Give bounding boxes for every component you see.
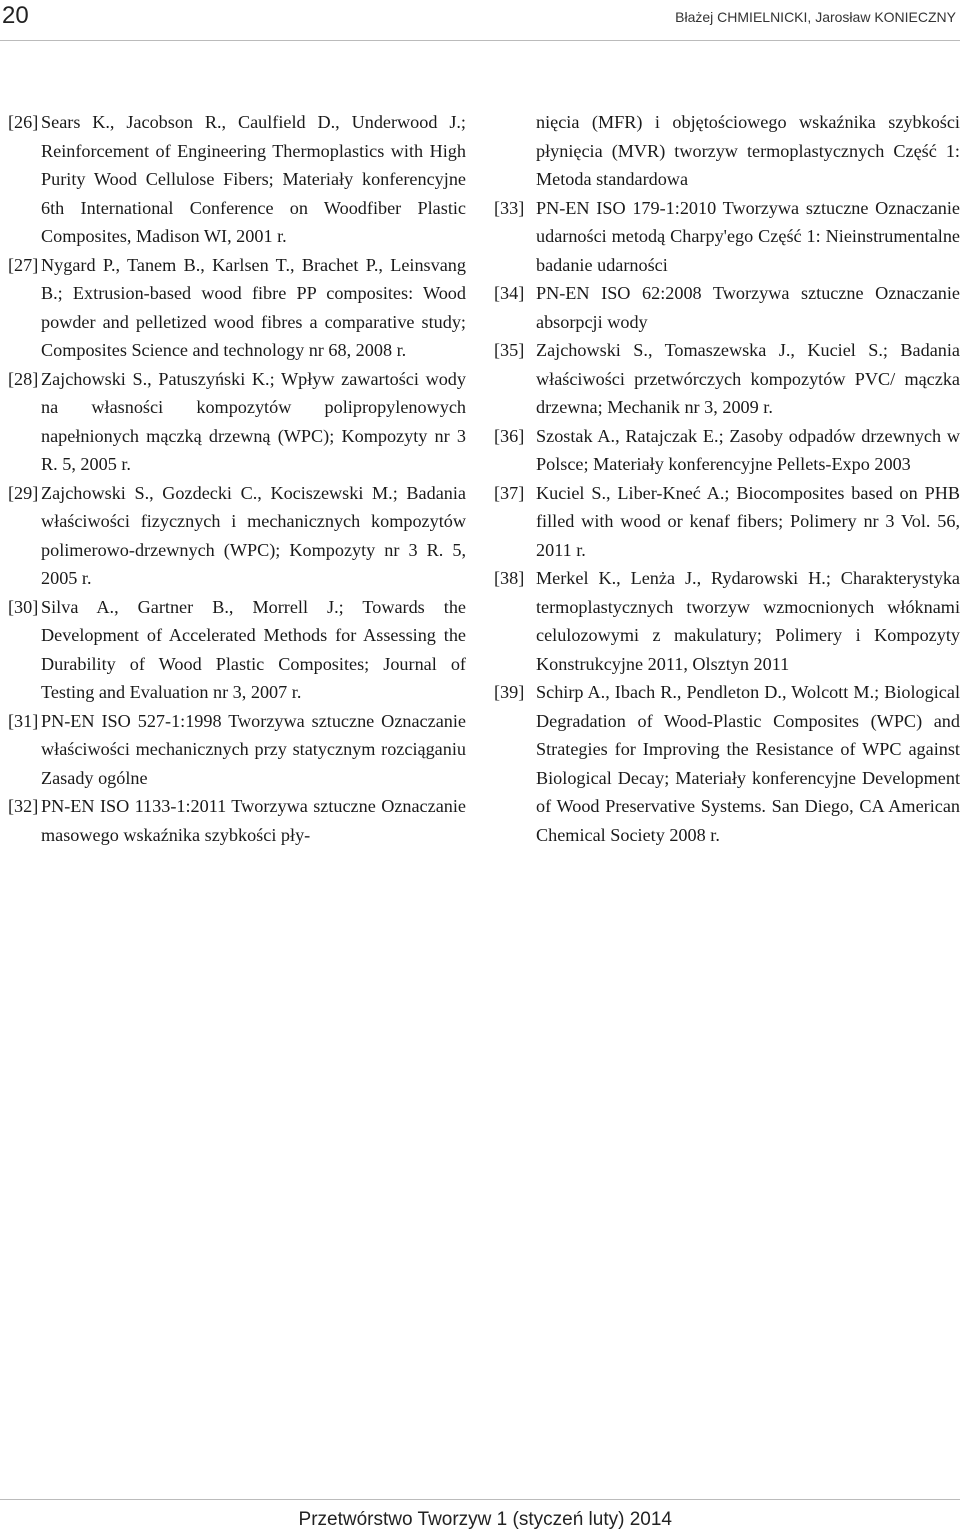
reference-item xyxy=(494,279,960,336)
reference-text: Zajchowski S., Gozdecki C., Kociszewski M.; Badania właściwości fizycznych i mechanicznych kompozytów polimerowo-drzewnych (WPC); Kompozyty nr 3 R. 5, 2005 r. xyxy=(41,482,466,588)
reference-item xyxy=(8,707,466,793)
reference-text: Silva A., Gartner B., Morrell J.; Towards the Development of Accelerated Methods for Assessing the Durability of Wood Plastic Composites; Journal of Testing and Evaluation nr 3, 2007 r. xyxy=(41,596,466,702)
page-header xyxy=(0,0,960,41)
reference-number: [32] xyxy=(8,796,39,816)
reference-number: [39] xyxy=(494,682,525,702)
reference-text: PN-EN ISO 62:2008 Tworzywa sztuczne Oznaczanie absorpcji wody xyxy=(536,283,960,332)
reference-continuation: nięcia (MFR) i objętościowego wskaźnika szybkości płynięcia (MVR) tworzyw termoplastycznych Część 1: Metoda standardowa xyxy=(536,112,960,189)
reference-number: [26] xyxy=(8,112,39,132)
reference-item xyxy=(494,194,960,280)
reference-number: [30] xyxy=(8,596,39,617)
footer-journal: Przetwórstwo Tworzyw 1 (styczeń luty) 2014 xyxy=(298,1509,672,1530)
reference-item xyxy=(8,365,466,479)
reference-item xyxy=(494,336,960,422)
reference-number: [38] xyxy=(494,568,525,588)
reference-text: PN-EN ISO 179-1:2010 Tworzywa sztuczne Oznaczanie udarności metodą Charpy'ego Część 1: Nieinstrumentalne badanie udarności xyxy=(536,197,960,275)
reference-number: [34] xyxy=(494,283,525,303)
reference-number: [36] xyxy=(494,425,525,446)
reference-number: [27] xyxy=(8,254,39,275)
reference-text: PN-EN ISO 1133-1:2011 Tworzywa sztuczne Oznaczanie masowego wskaźnika szybkości pły- xyxy=(41,796,466,845)
reference-item xyxy=(8,479,466,593)
reference-number: [29] xyxy=(8,482,39,503)
reference-item xyxy=(494,422,960,479)
reference-text: Kuciel S., Liber-Kneć A.; Biocomposites based on PHB filled with wood or kenaf fibers; Polimery nr 3 Vol. 56, 2011 r. xyxy=(536,482,960,560)
reference-item xyxy=(8,108,466,251)
reference-item xyxy=(8,593,466,707)
running-head-authors: Błażej CHMIELNICKI, Jarosław KONIECZNY xyxy=(675,9,956,25)
footer-divider xyxy=(0,1499,960,1500)
reference-text: Merkel K., Lenża J., Rydarowski H.; Charakterystyka termoplastycznych tworzyw wzmocnionych włóknami celulozowymi z makulatury; Polimery i Kompozyty Konstrukcyjne 2011, Olsztyn 2011 xyxy=(536,568,960,674)
reference-item xyxy=(494,479,960,565)
reference-item xyxy=(494,678,960,849)
reference-text: PN-EN ISO 527-1:1998 Tworzywa sztuczne Oznaczanie właściwości mechanicznych przy statycznym rozciąganiu Zasady ogólne xyxy=(41,710,466,788)
reference-item xyxy=(494,564,960,678)
reference-text: Sears K., Jacobson R., Caulfield D., Underwood J.; Reinforcement of Engineering Thermoplastics with High Purity Wood Cellulose Fibers; Materiały konferencyjne 6th International Conference on Woodfiber Plastic Composites, Madison WI, 2001 r. xyxy=(41,112,466,246)
reference-text: Zajchowski S., Tomaszewska J., Kuciel S.; Badania właściwości przetwórczych kompozytów PVC/ mączka drzewna; Mechanik nr 3, 2009 r. xyxy=(536,340,960,417)
reference-text: Schirp A., Ibach R., Pendleton D., Wolcott M.; Biological Degradation of Wood-Plastic Composites (WPC) and Strategies for Improving the Resistance of WPC against Biological Decay; Materiały konferencyjne Development of Wood Preservative Systems. San Diego, CA American Chemical Society 2008 r. xyxy=(536,682,960,845)
reference-number: [31] xyxy=(8,710,39,731)
reference-number: [33] xyxy=(494,197,525,218)
reference-text: Zajchowski S., Patuszyński K.; Wpływ zawartości wody na własności kompozytów polipropylenowych napełnionych mączką drzewną (WPC); Kompozyty nr 3 R. 5, 2005 r. xyxy=(41,368,466,474)
reference-column-left xyxy=(8,108,466,849)
reference-text: Szostak A., Ratajczak E.; Zasoby odpadów drzewnych w Polsce; Materiały konferencyjne Pellets-Expo 2003 xyxy=(536,425,960,474)
reference-number: [28] xyxy=(8,368,39,389)
page-number: 20 xyxy=(2,2,29,29)
reference-text: Nygard P., Tanem B., Karlsen T., Brachet P., Leinsvang B.; Extrusion-based wood fibre PP composites: Wood powder and pelletized wood fibres a comparative study; Composites Science and technology nr 68, 2008 r. xyxy=(41,254,466,360)
reference-number: [37] xyxy=(494,482,525,503)
reference-number: [35] xyxy=(494,340,525,360)
reference-item xyxy=(8,251,466,365)
reference-column-right xyxy=(494,108,960,849)
reference-item xyxy=(8,792,466,849)
